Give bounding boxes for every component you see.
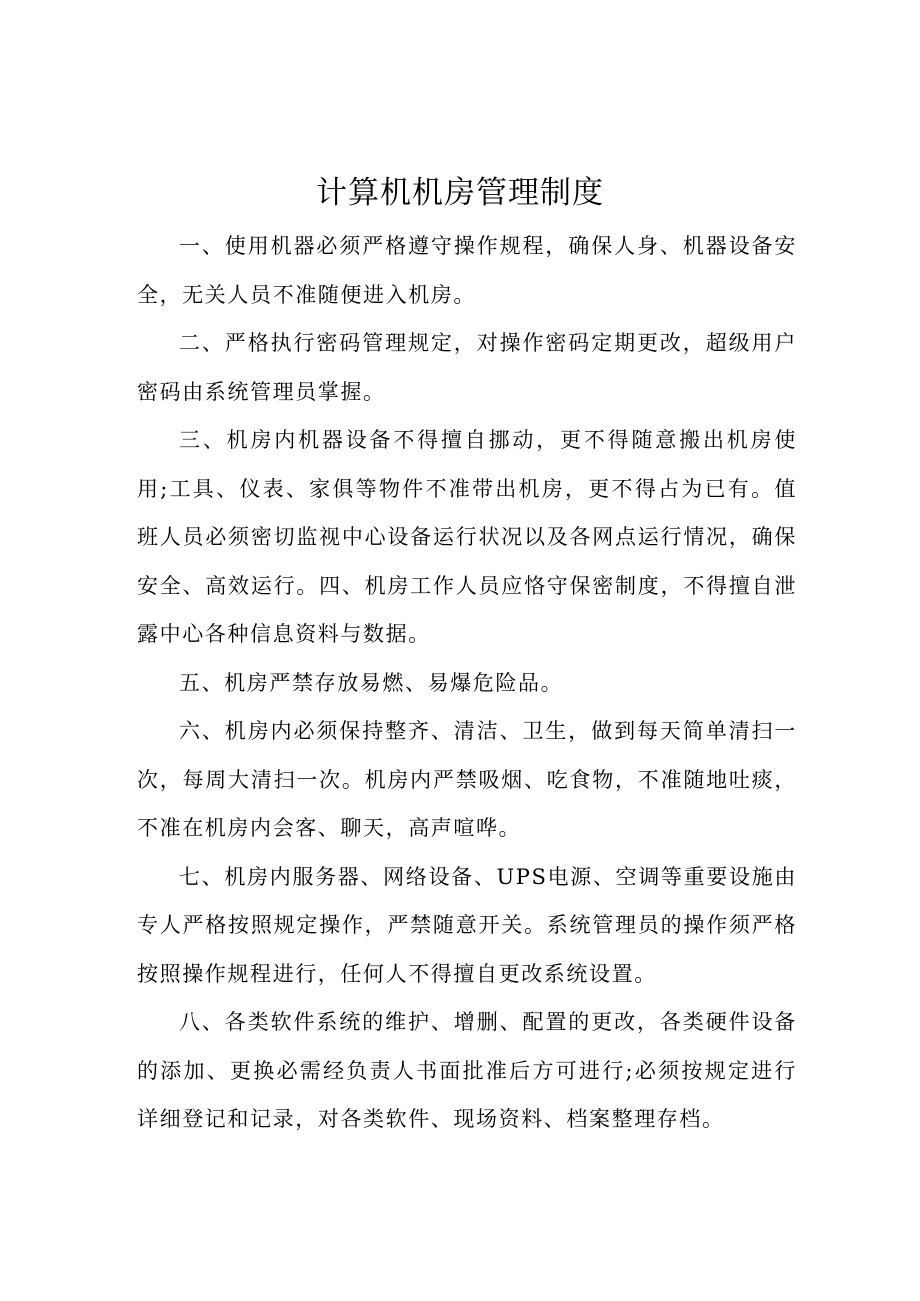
paragraph-2: 二、严格执行密码管理规定，对操作密码定期更改，超级用户密码由系统管理员掌握。 bbox=[137, 331, 797, 404]
paragraph-7: 七、机房内服务器、网络设备、UPS电源、空调等重要设施由专人严格按照规定操作，严禁随意开关。系统管理员的操作须严格按照操作规程进行，任何人不得擅自更改系统设置。 bbox=[137, 864, 797, 986]
document-body bbox=[137, 222, 797, 1144]
paragraph-6: 六、机房内必须保持整齐、清洁、卫生，做到每天简单清扫一次，每周大清扫一次。机房内严禁吸烟、吃食物，不准随地吐痰，不准在机房内会客、聊天，高声喧哗。 bbox=[137, 719, 797, 840]
document-title: 计算机机房管理制度 bbox=[316, 175, 604, 211]
paragraph-3: 三、机房内机器设备不得擅自挪动，更不得随意搬出机房使用;工具、仪表、家俱等物件不准带出机房，更不得占为已有。值班人员必须密切监视中心设备运行状况以及各网点运行情况，确保安全、高效运行。四、机房工作人员应恪守保密制度，不得擅自泄露中心各种信息资料与数据。 bbox=[137, 428, 797, 646]
paragraph-5: 五、机房严禁存放易燃、易爆危险品。 bbox=[179, 670, 564, 695]
paragraph-8: 八、各类软件系统的维护、增删、配置的更改，各类硬件设备的添加、更换必需经负责人书面批准后方可进行;必须按规定进行详细登记和记录，对各类软件、现场资料、档案整理存档。 bbox=[137, 1010, 797, 1131]
paragraph-1: 一、使用机器必须严格遵守操作规程，确保人身、机器设备安全，无关人员不准随便进入机房。 bbox=[137, 234, 797, 307]
